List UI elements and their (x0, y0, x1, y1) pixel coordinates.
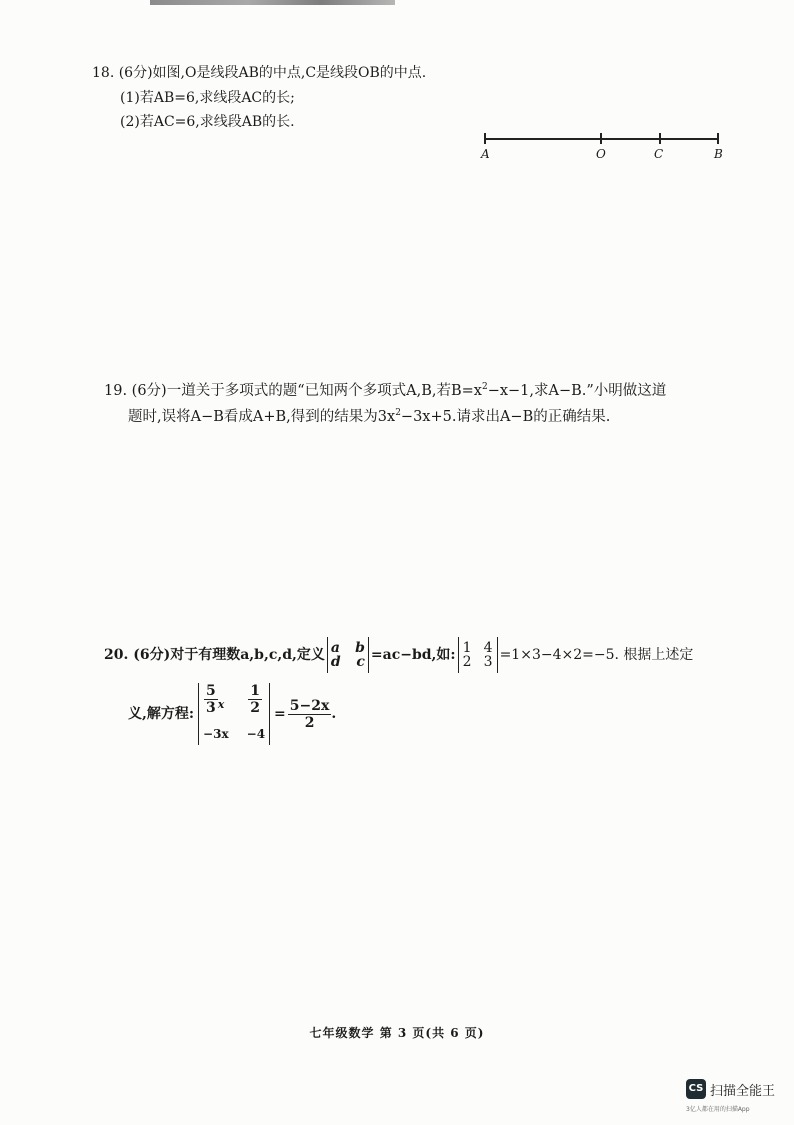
det-cell-a: a (330, 640, 340, 656)
q19-line1-a: 19. (6分)一道关于多项式的题“已知两个多项式A,B,若B=x (104, 383, 482, 399)
equation-determinant (198, 683, 270, 745)
tick-c (659, 133, 661, 144)
q18-part1: (1)若AB=6,求线段AC的长; (120, 90, 295, 106)
camscanner-name: 扫描全能王 (710, 1084, 776, 1099)
eq-cell-21: −3x (203, 727, 229, 741)
q19-line1-exponent: 2 (481, 382, 488, 392)
point-label-o: O (596, 147, 606, 161)
point-label-c: C (654, 147, 664, 161)
tick-a (484, 133, 486, 144)
page-footer: 七年级数学 第 3 页(共 6 页) (309, 1026, 485, 1040)
frac-denominator: 3 (206, 700, 216, 716)
q18-title: 18. (6分)如图,O是线段AB的中点,C是线段OB的中点. (92, 65, 427, 81)
eq-cell-12 (248, 683, 262, 716)
q19-line2 (128, 406, 610, 428)
camscanner-logo-icon: CS (686, 1079, 706, 1099)
rhs-denominator: 2 (304, 714, 315, 731)
q19-line1 (104, 380, 666, 402)
tick-o (600, 133, 602, 144)
det-cell-b: b (355, 640, 365, 656)
eq-cell-22: −4 (246, 727, 266, 741)
rhs-numerator: 5−2x (289, 697, 330, 714)
eq-cell-11 (204, 683, 224, 716)
scan-edge-artifact (150, 0, 395, 5)
det-cell-d: d (330, 654, 341, 670)
variable-x: x (217, 697, 225, 711)
ex-cell-4: 3 (483, 654, 493, 670)
q20-lead: 20. (6分)对于有理数a,b,c,d,定义 (104, 647, 325, 663)
fraction-5-3 (204, 683, 218, 716)
period: . (331, 706, 337, 722)
tick-b (717, 133, 719, 144)
det-cell-c: c (356, 654, 365, 670)
q20-lead2: 义,解方程: (128, 706, 195, 722)
ex-cell-2: 4 (483, 640, 493, 656)
point-label-b: B (714, 147, 723, 161)
q20-ex-result: =1×3−4×2=−5. 根据上述定 (499, 647, 694, 663)
q20-line2 (128, 682, 336, 746)
q19-line2-exponent: 2 (395, 408, 401, 418)
camscanner-watermark (686, 1078, 790, 1118)
frac-denominator: 2 (250, 700, 261, 716)
q19-line2-b: −3x+5.请求出A−B的正确结果. (400, 409, 611, 425)
q20-def-result: =ac−bd,如: (370, 647, 456, 663)
frac-numerator: 1 (250, 683, 261, 699)
q19-line1-b: −x−1,求A−B.”小明做这道 (487, 383, 667, 399)
q19-line2-a: 题时,误将A−B看成A+B,得到的结果为3x (128, 409, 396, 425)
q20-line1 (104, 635, 693, 675)
definition-determinant (327, 637, 369, 673)
fraction-1-2 (248, 683, 262, 716)
q18-part2: (2)若AC=6,求线段AB的长. (120, 114, 295, 130)
ex-cell-1: 1 (462, 640, 472, 656)
equals-sign: = (274, 706, 286, 722)
example-determinant (458, 637, 498, 673)
frac-numerator: 5 (206, 683, 216, 699)
line-segment-diagram (476, 128, 726, 168)
camscanner-tagline: 3亿人都在用的扫描App (686, 1106, 750, 1113)
ex-cell-3: 2 (462, 654, 472, 670)
point-label-a: A (481, 147, 490, 161)
rhs-fraction (288, 698, 332, 731)
